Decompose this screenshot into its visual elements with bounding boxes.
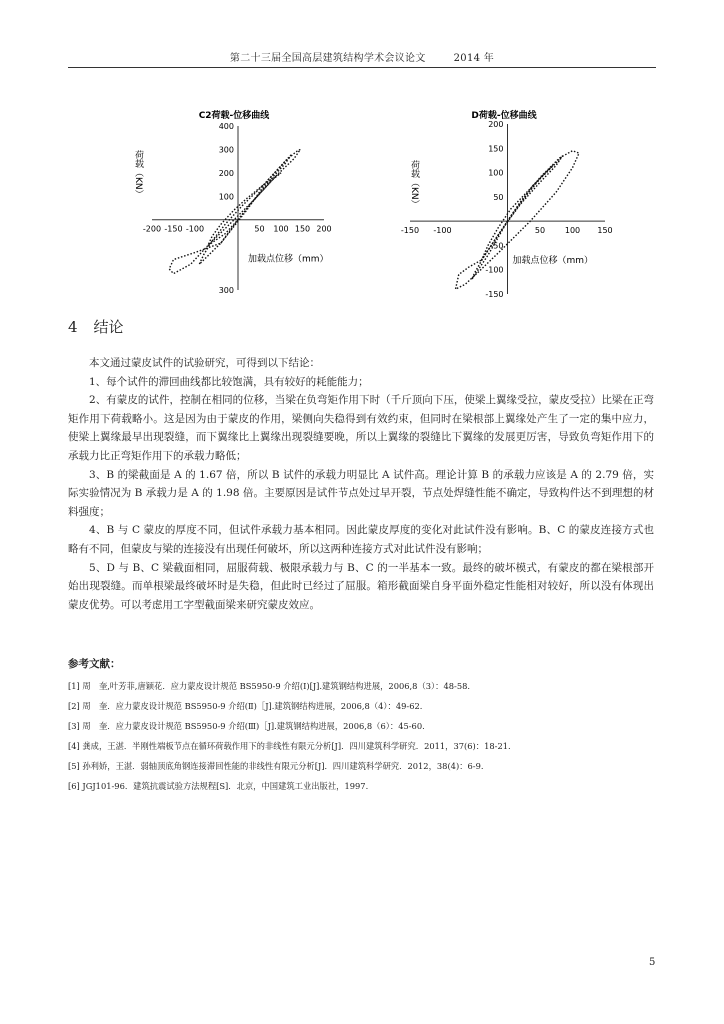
y-tick-label: 400 [218, 122, 234, 131]
paragraph: 1、每个试件的滞回曲线都比较饱满，具有较好的耗能能力； [89, 375, 369, 388]
y-tick-label: 100 [488, 168, 504, 178]
y-tick-label: -150 [485, 290, 504, 299]
x-axis-label: 加载点位移（mm） [248, 254, 329, 265]
y-axis-label: 荷载（KN） [133, 150, 143, 199]
y-tick-label: 150 [488, 144, 504, 154]
conclusion-body [68, 354, 654, 614]
running-header [68, 49, 656, 68]
y-tick-label: 200 [218, 168, 234, 178]
reference-item: [2] 周 奎．应力蒙皮设计规范 BS5950-9 介绍(Ⅱ)［J].建筑钢结构进展，2006,8（4）：49-62. [68, 701, 423, 711]
y-tick-label: 50 [493, 192, 504, 202]
reference-item: [3] 周 奎．应力蒙皮设计规范 BS5950-9 介绍(Ⅲ)［J].建筑钢结构进展，2006,8（6）：45-60. [68, 721, 425, 731]
series-line-loop3 [456, 151, 580, 289]
reference-item: [1] 周 奎,叶芳菲,唐颖花．应力蒙皮设计规范 BS5950-9 介绍(Ⅰ)[J].建筑钢结构进展，2006,8（3）：48-58. [68, 681, 471, 691]
y-tick-label: 200 [488, 120, 504, 129]
chart-d-load-displacement [400, 104, 620, 299]
x-tick-label: -100 [185, 224, 205, 234]
paragraph: 本文通过蒙皮试件的试验研究，可得到以下结论： [89, 357, 320, 369]
paragraph: 4、B 与 C 蒙皮的厚度不同，但试件承载力基本相同。因此蒙皮厚度的变化对此试件没有影响。B、C 的蒙皮连接方式也略有不同，但蒙皮与梁的连接没有出现任何破坏，所以这两种连接方式对此试件没有影响； [68, 524, 654, 555]
y-tick-label: 300 [218, 286, 234, 295]
y-tick-label: -100 [485, 265, 504, 275]
x-tick-label: 100 [564, 226, 581, 236]
references-heading: 参考文献： [68, 658, 121, 670]
x-tick-label: -150 [400, 226, 420, 236]
page-number: 5 [649, 957, 656, 968]
reference-item: [4] 龚成，王湛．半刚性端板节点在循环荷载作用下的非线性有限元分析[J]．四川建筑科学研究．2011，37(6)：18-21. [68, 741, 511, 751]
x-tick-label: 100 [273, 224, 289, 234]
paragraph: 2、有蒙皮的试件，控制在相同的位移，当梁在负弯矩作用下时（千斤顶向下压，使梁上翼缘受拉，蒙皮受拉）比梁在正弯矩作用下荷载略小。这是因为由于蒙皮的作用，梁侧向失稳得到有效约束，但同时在梁根部上翼缘处产生了一定的集中应力，使梁上翼缘最早出现裂缝，而下翼缘比上翼缘出现裂缝要晚，所以上翼缘的裂缝比下翼缘的发展更厉害，导致负弯矩作用下的承载力比正弯矩作用下的承载力略低； [68, 394, 654, 462]
y-axis-label: 荷载（KN） [409, 160, 419, 209]
x-tick-label: 150 [597, 226, 613, 236]
reference-item: [5] 孙利娇，王湛．弱轴顶底角钢连接滞回性能的非线性有限元分析[J]．四川建筑科学研究．2012，38(4)：6-9. [68, 761, 484, 771]
header-title: 第二十三届全国高层建筑结构学术会议论文 [229, 53, 426, 64]
x-tick-label: 200 [316, 224, 332, 234]
x-tick-label: -150 [164, 224, 183, 234]
section-number: 4 [68, 318, 78, 336]
chart-c2-svg [134, 104, 344, 294]
section-heading [68, 316, 124, 337]
paragraph: 3、B 的梁截面是 A 的 1.67 倍，所以 B 试件的承载力明显比 A 试件高。理论计算 B 的承载力应该是 A 的 2.79 倍，实际实验情况为 B 承载力是 A 的 1.98 倍。主要原因是试件节点处过早开裂，节点处焊缝性能不确定，导致构件达不到理想的材料强度； [68, 468, 654, 518]
chart-title: C2荷载-位移曲线 [198, 111, 270, 121]
y-tick-label: 100 [218, 192, 234, 202]
y-tick-label: -50 [490, 241, 504, 251]
paragraph: 5、D 与 B、C 梁截面相同，屈服荷载、极限承载力与 B、C 的一半基本一致。最终的破坏模式，有蒙皮的都在梁根部开始出现裂缝。而单根梁最终破坏时是失稳，但此时已经过了屈服。箱形截面梁自身平面外稳定性能相对较好，所以没有体现出蒙皮优势。可以考虑用工字型截面梁来研究蒙皮效应。 [68, 561, 654, 611]
header-year: 2014 年 [453, 53, 495, 64]
x-tick-label: 150 [294, 224, 311, 234]
x-tick-label: 50 [254, 224, 265, 234]
chart-d-svg [400, 104, 620, 299]
references-list [68, 676, 658, 796]
x-tick-label: -100 [433, 226, 452, 236]
chart-title: D荷载-位移曲线 [471, 111, 537, 121]
reference-item: [6] JGJ101-96．建筑抗震试验方法规程[S]．北京，中国建筑工业出版社，1997. [68, 781, 369, 791]
x-tick-label: 50 [534, 226, 546, 236]
section-title: 结论 [93, 318, 124, 336]
x-axis-label: 加载点位移（mm） [512, 256, 594, 267]
x-tick-label: -200 [142, 224, 162, 234]
y-tick-label: 300 [218, 145, 234, 155]
chart-c2-load-displacement [134, 104, 344, 294]
